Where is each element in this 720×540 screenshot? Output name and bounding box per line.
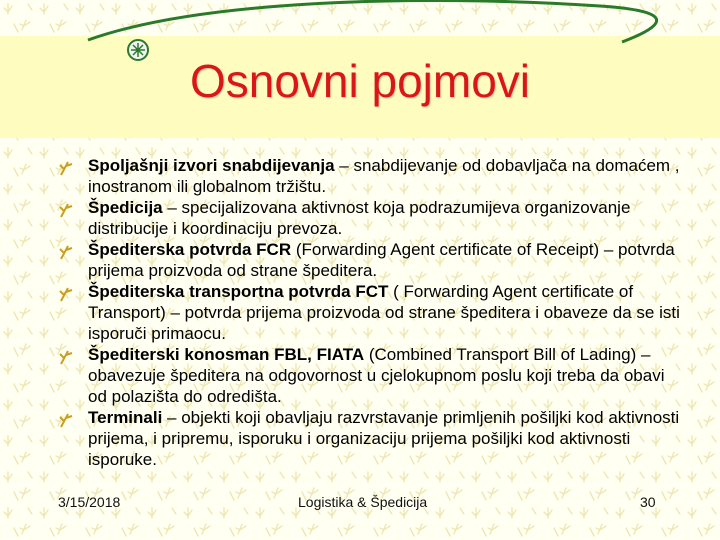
bullet-text: – snabdijevanje od dobavljača na domaćem , inostranom ili globalnom tržištu. xyxy=(88,156,680,196)
bullet-text: (Combined Transport Bill of Lading) – obavezuje špeditera na odgovornost u cjelokupnom poslu koji treba da obavi od polazišta do odredišta. xyxy=(88,345,665,406)
bullet-term: Spoljašnji izvori snabdijevanja xyxy=(88,156,335,175)
bullet-item xyxy=(62,407,682,470)
bullet-term: Špediterski konosman FBL, FIATA xyxy=(88,345,365,364)
bullet-term: Špediterska transportna potvrda FCT xyxy=(88,282,389,301)
bullet-text: – objekti koji obavljaju razvrstavanje primljenih pošiljki kod aktivnosti prijema, i pripremu, isporuku i organizaciju prijema pošiljki kod aktivnosti isporuke. xyxy=(88,408,680,469)
slide-title: Osnovni pojmovi xyxy=(189,55,531,107)
bullet-item xyxy=(62,344,682,407)
bullet-item xyxy=(62,239,682,281)
bullet-text: ( Forwarding Agent certificate of Transport) – potvrda prijema proizvoda od strane špeditera i obaveze da se isti isporuči primaocu. xyxy=(88,282,680,343)
footer-title: Logistika & Špedicija xyxy=(298,494,428,510)
bullet-term: Špedicija xyxy=(88,198,163,217)
bullet-term: Terminali xyxy=(88,408,163,427)
page-number: 30 xyxy=(640,494,656,510)
bullet-term: Špediterska potvrda FCR xyxy=(88,240,292,259)
sprig-bullet-icon xyxy=(58,200,76,218)
bullet-text: – specijalizovana aktivnost koja podrazumijeva organizovanje distribucije i koordinaciju prevoza. xyxy=(88,198,631,238)
bullet-item xyxy=(62,281,682,344)
sprig-bullet-icon xyxy=(58,410,76,428)
bullet-item xyxy=(62,197,682,239)
footer-date: 3/15/2018 xyxy=(58,494,121,510)
sprig-bullet-icon xyxy=(58,242,76,260)
bullet-list xyxy=(62,155,682,470)
sprig-bullet-icon xyxy=(58,284,76,302)
bullet-text: (Forwarding Agent certificate of Receipt) – potvrda prijema proizvoda od strane špeditera. xyxy=(88,240,675,280)
bullet-item xyxy=(62,155,682,197)
sprig-bullet-icon xyxy=(58,158,76,176)
sprig-bullet-icon xyxy=(58,347,76,365)
